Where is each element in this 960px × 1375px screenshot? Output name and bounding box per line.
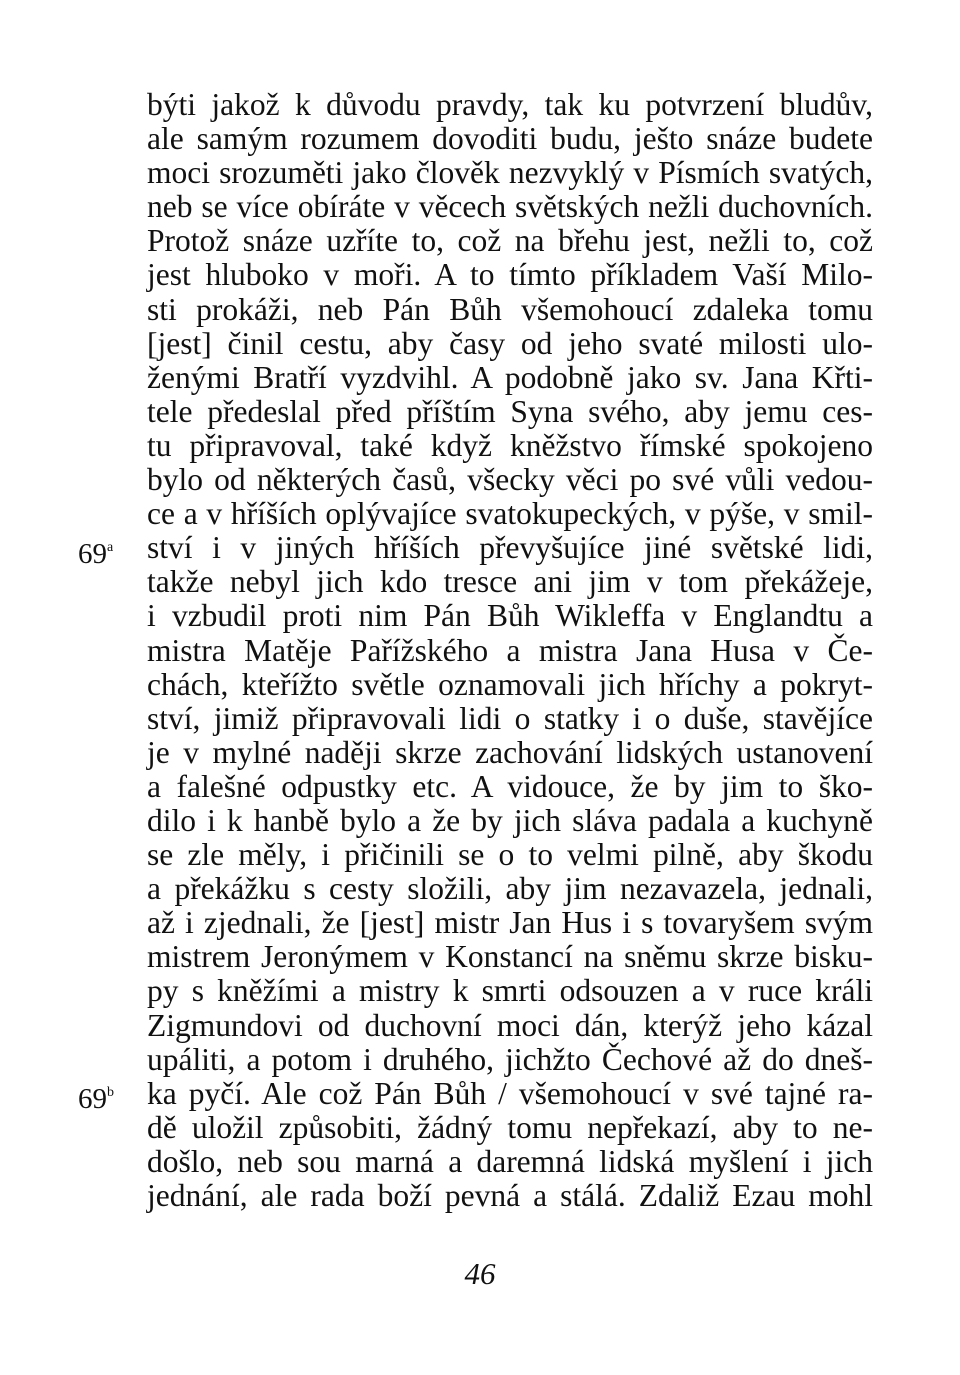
text-line: tele předeslal před příštím Syna svého, aby jemu ces- <box>147 393 873 429</box>
text-line: jest hluboko v moři. A to tímto příkladem Vaší Milo- <box>147 257 873 293</box>
text-line: upáliti, a potom i druhého, jichžto Čechové až do dneš- <box>147 1041 873 1077</box>
margin-note-number: 69 <box>78 538 107 570</box>
text-line: ce a v hříších oplývajíce svatokupeckých, v pýše, v smil- <box>147 496 873 532</box>
text-line: neb se více obíráte v věcech světských nežli duchovních. <box>147 189 873 225</box>
text-line: ství, jimiž připravovali lidi o statky i o duše, stavějíce <box>147 700 873 736</box>
text-line: dě uložil způsobiti, žádný tomu nepřekazí, aby to ne- <box>147 1109 873 1145</box>
text-line: py s kněžími a mistry k smrti odsouzen a v ruce králi <box>147 973 873 1009</box>
text-line: ale samým rozumem dovoditi budu, ješto snáze budete <box>147 121 873 157</box>
text-line: ství i v jiných hříších převyšujíce jiné světské lidi, <box>147 530 873 566</box>
text-line: sti prokáži, neb Pán Bůh všemohoucí zdaleka tomu <box>147 291 873 327</box>
text-line: [jest] činil cestu, aby časy od jeho svaté milosti ulo- <box>147 325 873 361</box>
text-line: tu připravoval, také když kněžstvo římské spokojeno <box>147 427 873 463</box>
text-line: dilo i k hanbě bylo a že by jich sláva padala a kuchyně <box>147 802 873 838</box>
text-line: ženými Bratří vyzdvihl. A podobně jako sv. Jana Křti- <box>147 359 873 395</box>
text-line: Protož snáze uzříte to, což na břehu jest, nežli to, což <box>147 223 873 259</box>
text-line: moci srozuměti jako člověk nezvyklý v Písmích svatých, <box>147 155 873 191</box>
text-line: bylo od některých časů, všecky věci po své vůli vedou- <box>147 462 873 498</box>
margin-note-69b <box>78 1076 114 1116</box>
text-line: je v mylné naději skrze zachování lidských ustanovení <box>147 734 873 770</box>
text-line: se zle měly, i přičinili se o to velmi pilně, aby škodu <box>147 837 873 873</box>
text-line: ka pyčí. Ale což Pán Bůh / všemohoucí v své tajné ra- <box>147 1075 873 1111</box>
margin-note-69a <box>78 531 113 571</box>
text-line: a falešné odpustky etc. A vidouce, že by jim to ško- <box>147 768 873 804</box>
text-line: došlo, neb sou marná a daremná lidská myšlení i jich <box>147 1143 873 1179</box>
margin-note-suffix: b <box>107 1085 114 1100</box>
margin-note-number: 69 <box>78 1083 107 1115</box>
text-line: mistra Matěje Pařížského a mistra Jana Husa v Če- <box>147 632 873 668</box>
text-line: i vzbudil proti nim Pán Bůh Wikleffa v Englandtu a <box>147 598 873 634</box>
text-line: jednání, ale rada boží pevná a stálá. Zdaliž Ezau mohl <box>147 1178 873 1213</box>
text-line: až i zjednali, že [jest] mistr Jan Hus i s tovaryšem svým <box>147 905 873 941</box>
page-number: 46 <box>464 1256 496 1291</box>
text-line: takže nebyl jich kdo tresce ani jim v tom překážeje, <box>147 564 873 600</box>
text-line: chách, kteřížto světle oznamovali jich hříchy a pokryt- <box>147 666 873 702</box>
text-line: mistrem Jeronýmem v Konstancí na sněmu skrze bisku- <box>147 939 873 975</box>
text-line: Zigmundovi od duchovní moci dán, kterýž jeho kázal <box>147 1007 873 1043</box>
text-line: býti jakož k důvodu pravdy, tak ku potvrzení bludův, <box>147 87 873 122</box>
body-text <box>147 88 873 1213</box>
margin-note-suffix: a <box>107 540 114 555</box>
text-line: a překážku s cesty složili, aby jim nezavazela, jednali, <box>147 871 873 907</box>
